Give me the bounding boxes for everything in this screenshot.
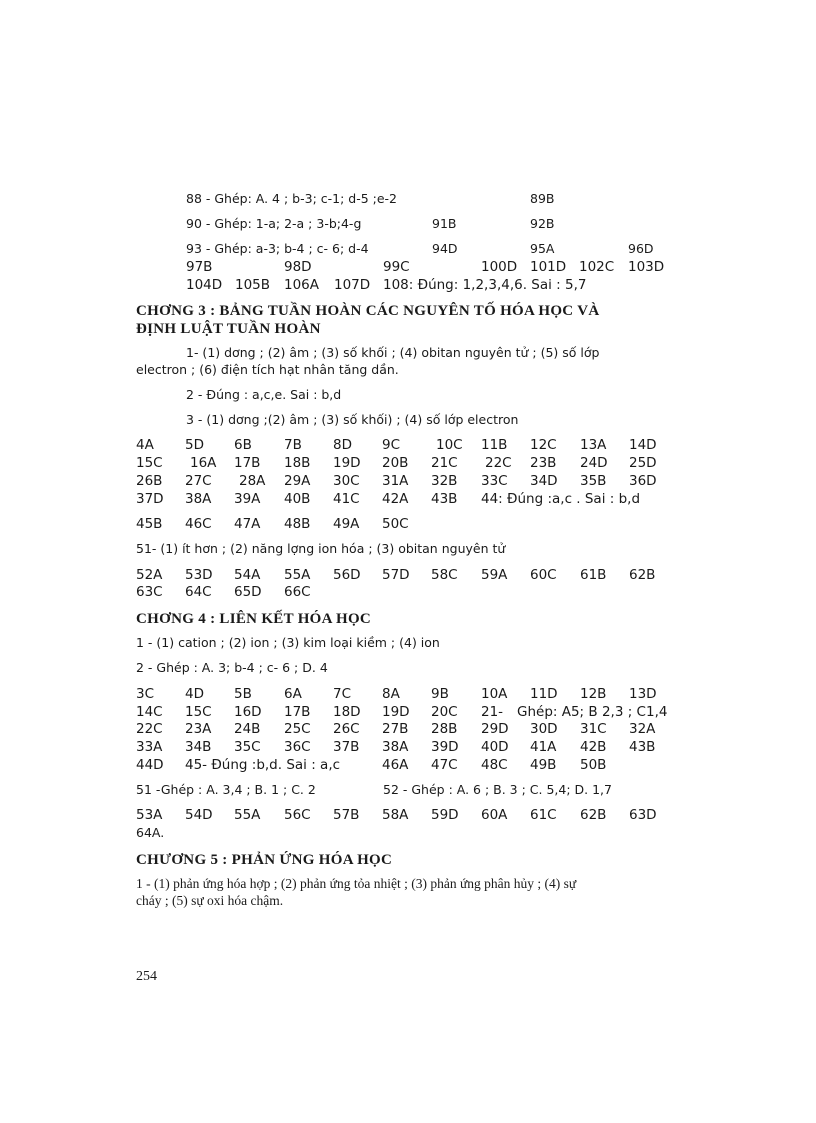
answer-cell: 44D: [136, 757, 164, 773]
answer-cell: 55A: [284, 567, 311, 583]
answer-cell: 32A: [629, 721, 656, 737]
answer-cell: 49B: [530, 757, 557, 773]
answer-cell: 47C: [431, 757, 458, 773]
answer-cell: 64C: [185, 584, 212, 600]
answer-cell: 18B: [284, 455, 311, 471]
answer-cell: 29D: [481, 721, 509, 737]
answer-cell: 35C: [234, 739, 261, 755]
answer-89: 89B: [530, 191, 555, 206]
answer-cell: 61B: [580, 567, 607, 583]
answer-cell: 16A: [190, 455, 217, 471]
answer-cell: 3C: [136, 686, 155, 702]
answer-cell: 62B: [580, 807, 607, 823]
answer-cell: 42B: [580, 739, 607, 755]
answer-cell: 34B: [185, 739, 212, 755]
answer-cell: 14D: [629, 437, 657, 453]
answer-cell: 9C: [382, 437, 401, 453]
answer-cell: 31A: [382, 473, 409, 489]
answer-cell: 17B: [284, 704, 311, 720]
answer-cell: 102C: [579, 259, 615, 275]
answer-cell: 15C: [136, 455, 163, 471]
answer-cell: 34D: [530, 473, 558, 489]
answer-cell: 41C: [333, 491, 360, 507]
answer-cell: 66C: [284, 584, 311, 600]
answer-cell: 21-: [481, 704, 504, 720]
answer-cell: 33A: [136, 739, 163, 755]
answer-cell: 46C: [185, 516, 212, 532]
answer-cell: 8A: [382, 686, 400, 702]
answer-cell: 14C: [136, 704, 163, 720]
chapter-5-title: CHƯƠNG 5 : PHẢN ỨNG HÓA HỌC: [136, 852, 393, 868]
answer-cell: 30C: [333, 473, 360, 489]
answer-cell: 28B: [431, 721, 458, 737]
answer-cell: 22C: [485, 455, 512, 471]
answer-cell: 21C: [431, 455, 458, 471]
answer-cell: 59A: [481, 567, 508, 583]
answer-cell: 28A: [239, 473, 266, 489]
answer-cell: 53A: [136, 807, 163, 823]
answer-93: 93 - Ghép: a-3; b-4 ; c- 6; d-4: [186, 241, 369, 256]
answer-cell: 105B: [235, 277, 271, 293]
answer-cell: 20C: [431, 704, 458, 720]
answer-cell: 41A: [530, 739, 557, 755]
chapter-3-title-line2: ĐỊNH LUẬT TUẦN HOÀN: [136, 321, 321, 337]
answer-cell: 9B: [431, 686, 449, 702]
answer-cell: 10C: [436, 437, 463, 453]
answer-cell: 18D: [333, 704, 361, 720]
answer-cell: 106A: [284, 277, 320, 293]
answer-cell: 97B: [186, 259, 213, 275]
answer-cell: 103D: [628, 259, 665, 275]
ch4-answer-64: 64A.: [136, 825, 165, 840]
answer-cell: 57B: [333, 807, 360, 823]
answer-cell: 27C: [185, 473, 212, 489]
answer-90: 90 - Ghép: 1-a; 2-a ; 3-b;4-g: [186, 216, 362, 231]
answer-cell: 16D: [234, 704, 262, 720]
answer-cell: 53D: [185, 567, 213, 583]
answer-cell: 98D: [284, 259, 312, 275]
answer-cell: 11D: [530, 686, 558, 702]
answer-cell: 5D: [185, 437, 204, 453]
chapter-3-title: [136, 303, 682, 320]
ch3-answer-3: 3 - (1) dơng ;(2) âm ; (3) số khối) ; (4) số lớp electron: [186, 412, 519, 427]
answer-cell: 7C: [333, 686, 352, 702]
ch4-answer-52: 52 - Ghép : A. 6 ; B. 3 ; C. 5,4; D. 1,7: [383, 782, 612, 797]
answer-cell: 63C: [136, 584, 163, 600]
answer-cell: 24D: [580, 455, 608, 471]
answer-cell: 20B: [382, 455, 409, 471]
answer-cell: 37D: [136, 491, 164, 507]
ch4-answer-2: 2 - Ghép : A. 3; b-4 ; c- 6 ; D. 4: [136, 660, 328, 675]
answer-cell: 19D: [333, 455, 361, 471]
answer-cell: 47A: [234, 516, 261, 532]
answer-cell: 24B: [234, 721, 261, 737]
answer-cell: 43B: [431, 491, 458, 507]
answer-cell: 26C: [333, 721, 360, 737]
answer-cell: 59D: [431, 807, 459, 823]
answer-cell: 13A: [580, 437, 607, 453]
answer-cell: 17B: [234, 455, 261, 471]
answer-94: 94D: [432, 241, 458, 256]
page-number: 254: [136, 969, 157, 984]
ch3-answer-2: 2 - Đúng : a,c,e. Sai : b,d: [186, 387, 342, 402]
answer-88: 88 - Ghép: A. 4 ; b-3; c-1; d-5 ;e-2: [186, 191, 398, 206]
answer-cell: 61C: [530, 807, 557, 823]
answer-cell: 63D: [629, 807, 657, 823]
answer-cell: 46A: [382, 757, 409, 773]
ch3-answer-51: 51- (1) ít hơn ; (2) năng lợng ion hóa ; (3) obitan nguyên tử: [136, 541, 506, 556]
answer-cell: 37B: [333, 739, 360, 755]
answer-cell: 49A: [333, 516, 360, 532]
ch4-answer-51: 51 -Ghép : A. 3,4 ; B. 1 ; C. 2: [136, 782, 316, 797]
answer-cell: 58C: [431, 567, 458, 583]
answer-cell: 33C: [481, 473, 508, 489]
answer-cell: 25C: [284, 721, 311, 737]
answer-cell: 39A: [234, 491, 261, 507]
answer-cell: 60A: [481, 807, 508, 823]
answer-91: 91B: [432, 216, 457, 231]
answer-cell: 45B: [136, 516, 163, 532]
answer-cell: 25D: [629, 455, 657, 471]
answer-cell: 4A: [136, 437, 154, 453]
answer-cell: 58A: [382, 807, 409, 823]
ch3-answer-1-line2: electron ; (6) điện tích hạt nhân tăng dần.: [136, 362, 399, 377]
chapter-3-title-line1: [136, 303, 682, 320]
ch3-answer-1-line1: 1- (1) dơng ; (2) âm ; (3) số khối ; (4) obitan nguyên tử ; (5) số lớp: [186, 345, 600, 360]
answer-cell: 12B: [580, 686, 607, 702]
answer-cell: 99C: [383, 259, 410, 275]
answer-cell: 50B: [580, 757, 607, 773]
answer-cell: 22C: [136, 721, 163, 737]
answer-cell: 30D: [530, 721, 558, 737]
answer-cell: 32B: [431, 473, 458, 489]
answer-cell: 107D: [334, 277, 371, 293]
answer-cell: 108: Đúng: 1,2,3,4,6. Sai : 5,7: [383, 277, 587, 293]
answer-cell: 8D: [333, 437, 352, 453]
answer-cell: 31C: [580, 721, 607, 737]
answer-cell: 56D: [333, 567, 361, 583]
answer-cell: 50C: [382, 516, 409, 532]
answer-cell: 5B: [234, 686, 252, 702]
answer-cell: 42A: [382, 491, 409, 507]
answer-cell: 104D: [186, 277, 223, 293]
answer-92: 92B: [530, 216, 555, 231]
answer-cell: 65D: [234, 584, 262, 600]
answer-cell: 48C: [481, 757, 508, 773]
answer-cell: 29A: [284, 473, 311, 489]
answer-cell: 15C: [185, 704, 212, 720]
answer-cell: 40B: [284, 491, 311, 507]
answer-cell: 10A: [481, 686, 508, 702]
answer-cell: 57D: [382, 567, 410, 583]
answer-cell: 40D: [481, 739, 509, 755]
answer-cell: 60C: [530, 567, 557, 583]
answer-cell: Ghép: A5; B 2,3 ; C1,4: [517, 704, 668, 720]
answer-cell: 43B: [629, 739, 656, 755]
answer-cell: 45- Đúng :b,d. Sai : a,c: [185, 757, 341, 773]
ch5-answer-1-line2: cháy ; (5) sự oxi hóa chậm.: [136, 893, 284, 908]
answer-cell: 7B: [284, 437, 302, 453]
answer-cell: 12C: [530, 437, 557, 453]
chapter-4-title: CHƠNG 4 : LIÊN KẾT HÓA HỌC: [136, 611, 372, 627]
ch5-answer-1-line1: 1 - (1) phản ứng hóa hợp ; (2) phản ứng tỏa nhiệt ; (3) phản ứng phân hủy ; (4) sự: [136, 876, 577, 891]
answer-cell: 52A: [136, 567, 163, 583]
answer-cell: 23A: [185, 721, 212, 737]
answer-cell: 19D: [382, 704, 410, 720]
answer-cell: 13D: [629, 686, 657, 702]
answer-cell: 4D: [185, 686, 204, 702]
answer-95: 95A: [530, 241, 555, 256]
answer-cell: 100D: [481, 259, 518, 275]
answer-cell: 36C: [284, 739, 311, 755]
answer-cell: 54D: [185, 807, 213, 823]
ch4-answer-1: 1 - (1) cation ; (2) ion ; (3) kim loại kiềm ; (4) ion: [136, 635, 440, 650]
answer-cell: 6A: [284, 686, 302, 702]
answer-cell: 38A: [185, 491, 212, 507]
answer-cell: 48B: [284, 516, 311, 532]
answer-cell: 38A: [382, 739, 409, 755]
answer-cell: 39D: [431, 739, 459, 755]
answer-cell: 54A: [234, 567, 261, 583]
answer-cell: 23B: [530, 455, 557, 471]
answer-cell: 36D: [629, 473, 657, 489]
answer-cell: 27B: [382, 721, 409, 737]
answer-cell: 6B: [234, 437, 252, 453]
answer-cell: 55A: [234, 807, 261, 823]
answer-cell: 26B: [136, 473, 163, 489]
answer-cell: 62B: [629, 567, 656, 583]
answer-cell: 44: Đúng :a,c . Sai : b,d: [481, 491, 641, 507]
answer-cell: 11B: [481, 437, 508, 453]
answer-cell: 101D: [530, 259, 567, 275]
answer-96: 96D: [628, 241, 654, 256]
answer-cell: 56C: [284, 807, 311, 823]
chapter-3-title-text: CHƠNG 3 : BẢNG TUẦN HOÀN CÁC NGUYÊN TỐ HÓA HỌC VÀ: [136, 303, 600, 319]
answer-cell: 35B: [580, 473, 607, 489]
